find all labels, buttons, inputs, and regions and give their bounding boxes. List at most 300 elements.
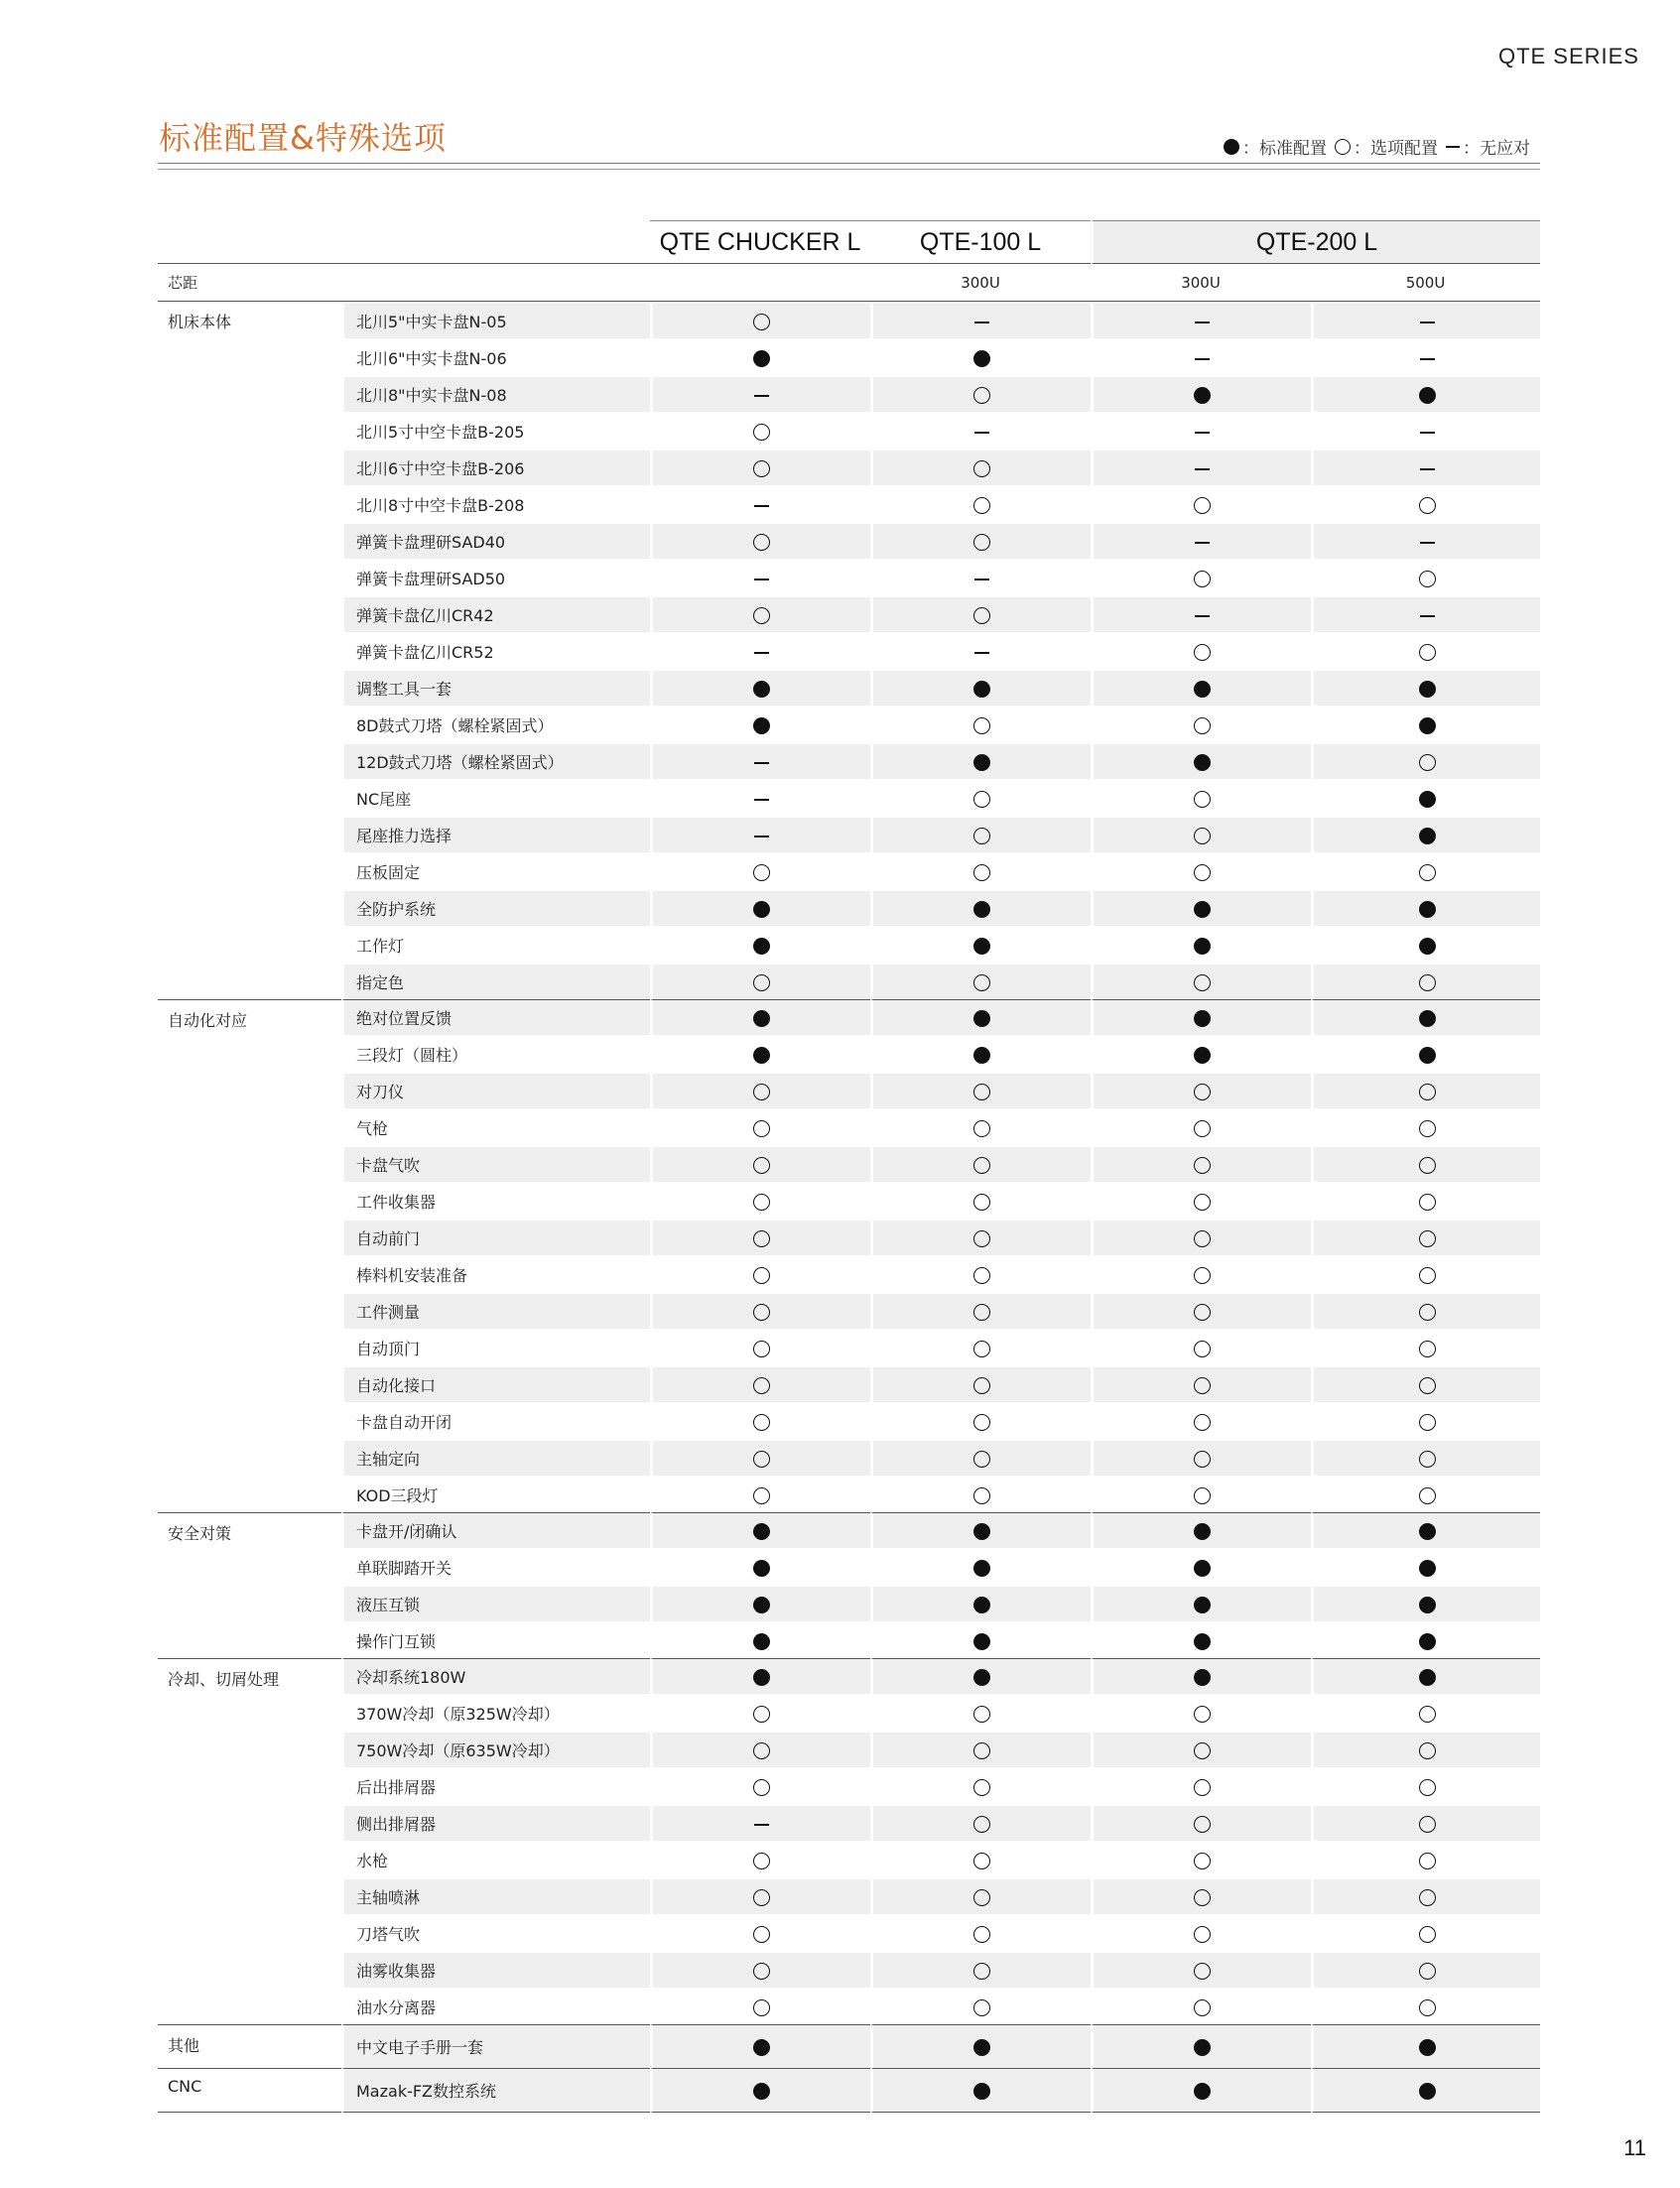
page-title: 标准配置&特殊选项 <box>159 119 447 157</box>
availability-cell <box>1311 1035 1540 1072</box>
option-circle-icon <box>1194 1779 1211 1796</box>
standard-dot-icon <box>1194 2083 1211 2100</box>
standard-dot-icon <box>1194 1669 1211 1686</box>
availability-cell <box>1311 779 1540 816</box>
table-row <box>158 449 1540 485</box>
table-row <box>158 1072 1540 1108</box>
spec-table <box>158 220 1540 2113</box>
feature-name: 北川8"中实卡盘N-08 <box>341 375 650 412</box>
availability-cell <box>1091 1841 1311 1877</box>
standard-dot-icon <box>1419 828 1436 844</box>
availability-cell <box>1091 1145 1311 1182</box>
availability-cell <box>870 1035 1091 1072</box>
availability-cell <box>650 1804 870 1841</box>
not-available-dash-icon <box>1195 615 1210 617</box>
option-circle-icon <box>753 1120 770 1137</box>
option-circle-icon <box>973 1926 990 1943</box>
standard-dot-icon <box>753 350 770 367</box>
model-qte100: QTE-100 L <box>870 220 1091 264</box>
feature-name: 侧出排屑器 <box>341 1804 650 1841</box>
availability-cell <box>870 1767 1091 1804</box>
not-available-dash-icon <box>754 395 769 397</box>
option-circle-icon <box>753 1267 770 1284</box>
table-row <box>158 338 1540 375</box>
option-circle-icon <box>753 1194 770 1211</box>
availability-cell <box>870 1841 1091 1877</box>
availability-cell <box>1091 779 1311 816</box>
availability-cell <box>1311 926 1540 963</box>
option-circle-icon <box>753 607 770 624</box>
standard-dot-icon <box>1194 387 1211 404</box>
availability-cell <box>1311 1476 1540 1512</box>
option-circle-icon <box>1194 1194 1211 1211</box>
availability-cell <box>1091 1072 1311 1108</box>
sub-value: 300U <box>870 264 1091 302</box>
table-row <box>158 1841 1540 1877</box>
standard-dot-icon <box>1419 717 1436 734</box>
availability-cell <box>1311 1658 1540 1694</box>
category-label: 安全对策 <box>158 1512 341 1658</box>
availability-cell <box>650 1767 870 1804</box>
availability-cell <box>870 1402 1091 1439</box>
standard-dot-icon <box>1194 1597 1211 1613</box>
not-available-dash-icon <box>1420 432 1435 434</box>
option-circle-icon <box>1419 1341 1436 1357</box>
sub-value: 500U <box>1311 264 1540 302</box>
standard-dot-icon <box>1419 1669 1436 1686</box>
center-distance-row <box>158 264 1540 302</box>
standard-dot-icon <box>753 901 770 918</box>
availability-cell <box>870 1329 1091 1365</box>
standard-dot-icon <box>1419 1010 1436 1027</box>
availability-cell <box>870 889 1091 926</box>
option-circle-icon <box>753 974 770 991</box>
table-row <box>158 1255 1540 1292</box>
availability-cell <box>1311 595 1540 632</box>
not-available-dash-icon <box>754 799 769 801</box>
table-row <box>158 669 1540 706</box>
availability-cell <box>1091 1365 1311 1402</box>
option-circle-icon <box>753 1999 770 2016</box>
table-row <box>158 595 1540 632</box>
availability-cell <box>650 522 870 559</box>
option-circle-icon <box>1419 1377 1436 1394</box>
availability-cell <box>870 1988 1091 2024</box>
availability-cell <box>1091 302 1311 338</box>
sub-blank <box>341 264 650 302</box>
availability-cell <box>870 742 1091 779</box>
feature-name: 刀塔气吹 <box>341 1914 650 1951</box>
availability-cell <box>870 1804 1091 1841</box>
sub-value <box>650 264 870 302</box>
standard-dot-icon <box>1419 1633 1436 1650</box>
availability-cell <box>1311 1585 1540 1621</box>
standard-dot-icon <box>1419 2039 1436 2056</box>
option-circle-icon <box>1194 497 1211 514</box>
availability-cell <box>870 706 1091 742</box>
table-row <box>158 1767 1540 1804</box>
feature-name: 调整工具一套 <box>341 669 650 706</box>
availability-cell <box>650 375 870 412</box>
availability-cell <box>650 302 870 338</box>
feature-name: 主轴喷淋 <box>341 1877 650 1914</box>
availability-cell <box>650 1585 870 1621</box>
option-circle-icon <box>753 1889 770 1906</box>
availability-cell <box>1091 1694 1311 1731</box>
legend-none-label: ：无应对 <box>1463 139 1530 159</box>
availability-cell <box>870 1951 1091 1988</box>
legend <box>1224 134 1538 159</box>
availability-cell <box>1091 2024 1311 2068</box>
availability-cell <box>870 1585 1091 1621</box>
availability-cell <box>870 779 1091 816</box>
standard-dot-icon <box>1194 1047 1211 1064</box>
availability-cell <box>1091 485 1311 522</box>
availability-cell <box>650 632 870 669</box>
standard-dot-icon <box>1419 901 1436 918</box>
availability-cell <box>1091 889 1311 926</box>
feature-name: 北川6寸中空卡盘B-206 <box>341 449 650 485</box>
standard-dot-icon <box>973 1633 990 1650</box>
category-label: 机床本体 <box>168 313 232 331</box>
standard-dot-icon <box>973 901 990 918</box>
availability-cell <box>870 338 1091 375</box>
option-circle-icon <box>1419 1889 1436 1906</box>
option-circle-icon <box>973 1779 990 1796</box>
option-circle-icon <box>973 828 990 844</box>
availability-cell <box>650 1476 870 1512</box>
option-circle-icon <box>973 1487 990 1504</box>
standard-dot-icon <box>973 1597 990 1613</box>
option-circle-icon <box>1194 1926 1211 1943</box>
feature-name: 8D鼓式刀塔（螺栓紧固式） <box>341 706 650 742</box>
standard-dot-icon <box>1419 2083 1436 2100</box>
header-blank <box>341 220 650 264</box>
availability-cell <box>870 1621 1091 1658</box>
option-circle-icon <box>1194 1451 1211 1468</box>
availability-cell <box>1091 522 1311 559</box>
table-row <box>158 302 1540 338</box>
feature-name: 工件收集器 <box>341 1182 650 1219</box>
series-label: QTE SERIES <box>1497 44 1639 68</box>
option-circle-icon <box>1194 1706 1211 1723</box>
feature-name: 自动前门 <box>341 1219 650 1255</box>
table-row <box>158 852 1540 889</box>
availability-cell <box>1311 999 1540 1035</box>
feature-name: 自动化接口 <box>341 1365 650 1402</box>
table-row <box>158 1877 1540 1914</box>
standard-dot-icon <box>1419 1597 1436 1613</box>
table-row <box>158 632 1540 669</box>
option-circle-icon <box>973 1963 990 1980</box>
availability-cell <box>1311 1731 1540 1767</box>
feature-name: 全防护系统 <box>341 889 650 926</box>
availability-cell <box>1091 1402 1311 1439</box>
option-circle-icon <box>973 460 990 477</box>
availability-cell <box>1091 816 1311 852</box>
option-circle-icon <box>973 1451 990 1468</box>
feature-name: 指定色 <box>341 963 650 999</box>
availability-cell <box>870 559 1091 595</box>
table-row <box>158 2068 1540 2113</box>
table-row <box>158 1585 1540 1621</box>
page-number: 11 <box>1623 2135 1646 2160</box>
not-available-dash-icon <box>754 579 769 580</box>
category-label: 冷却、切屑处理 <box>158 1658 341 2024</box>
option-circle-icon <box>1194 717 1211 734</box>
option-circle-icon <box>973 1706 990 1723</box>
availability-cell <box>650 1951 870 1988</box>
standard-dot-icon <box>1194 1010 1211 1027</box>
availability-cell <box>1311 1182 1540 1219</box>
standard-dot-icon <box>753 1597 770 1613</box>
availability-cell <box>1091 412 1311 449</box>
option-circle-icon <box>753 1853 770 1869</box>
availability-cell <box>650 742 870 779</box>
not-available-dash-icon <box>1420 615 1435 617</box>
availability-cell <box>870 1731 1091 1767</box>
availability-cell <box>1091 1219 1311 1255</box>
standard-dot-icon <box>973 1523 990 1540</box>
table-row <box>158 1988 1540 2024</box>
feature-name: 北川5寸中空卡盘B-205 <box>341 412 650 449</box>
table-row <box>158 1476 1540 1512</box>
center-distance-label: 芯距 <box>158 264 341 302</box>
standard-dot-icon <box>1419 1560 1436 1577</box>
availability-cell <box>1091 1951 1311 1988</box>
feature-name: 气枪 <box>341 1108 650 1145</box>
availability-cell <box>1091 1988 1311 2024</box>
table-row <box>158 706 1540 742</box>
availability-cell <box>1311 302 1540 338</box>
availability-cell <box>870 1548 1091 1585</box>
feature-name: 北川6"中实卡盘N-06 <box>341 338 650 375</box>
availability-cell <box>1091 1476 1311 1512</box>
availability-cell <box>870 449 1091 485</box>
standard-dot-icon <box>1419 1047 1436 1064</box>
table-row <box>158 2024 1540 2068</box>
availability-cell <box>1091 1585 1311 1621</box>
standard-dot-icon <box>753 1560 770 1577</box>
availability-cell <box>870 302 1091 338</box>
availability-cell <box>870 1512 1091 1548</box>
feature-name: 水枪 <box>341 1841 650 1877</box>
availability-cell <box>1091 1621 1311 1658</box>
table-row <box>158 559 1540 595</box>
availability-cell <box>1091 1548 1311 1585</box>
availability-cell <box>650 1035 870 1072</box>
availability-cell <box>870 522 1091 559</box>
availability-cell <box>1311 742 1540 779</box>
availability-cell <box>1311 669 1540 706</box>
sub-value: 300U <box>1091 264 1311 302</box>
availability-cell <box>650 1877 870 1914</box>
feature-name: 工作灯 <box>341 926 650 963</box>
feature-name: 卡盘开/闭确认 <box>341 1512 650 1548</box>
availability-cell <box>870 1108 1091 1145</box>
option-circle-icon <box>1194 828 1211 844</box>
availability-cell <box>1311 1841 1540 1877</box>
feature-name: 弹簧卡盘理研SAD40 <box>341 522 650 559</box>
feature-name: 对刀仪 <box>341 1072 650 1108</box>
availability-cell <box>1091 1292 1311 1329</box>
availability-cell <box>870 1365 1091 1402</box>
availability-cell <box>870 926 1091 963</box>
table-row <box>158 1694 1540 1731</box>
table-row <box>158 1914 1540 1951</box>
availability-cell <box>1311 1804 1540 1841</box>
not-available-dash-icon <box>754 836 769 837</box>
category-label: 其他 <box>158 2024 341 2068</box>
table-row <box>158 1219 1540 1255</box>
availability-cell <box>1091 1108 1311 1145</box>
availability-cell <box>650 1694 870 1731</box>
table-row <box>158 1658 1540 1694</box>
availability-cell <box>650 449 870 485</box>
availability-cell <box>1311 1145 1540 1182</box>
feature-name: 中文电子手册一套 <box>341 2024 650 2068</box>
not-available-dash-icon <box>974 432 989 434</box>
model-qte200: QTE-200 L <box>1091 220 1540 264</box>
not-available-dash-icon <box>754 652 769 654</box>
availability-cell <box>870 999 1091 1035</box>
not-available-dash-icon <box>754 1824 769 1826</box>
option-circle-icon <box>1419 644 1436 661</box>
availability-cell <box>870 485 1091 522</box>
table-row <box>158 1951 1540 1988</box>
option-circle-icon <box>973 974 990 991</box>
option-circle-icon <box>753 314 770 330</box>
option-circle-icon <box>973 1157 990 1174</box>
option-circle-icon <box>973 1999 990 2016</box>
option-circle-icon <box>973 1230 990 1247</box>
availability-cell <box>650 1988 870 2024</box>
not-available-dash-icon <box>1420 542 1435 544</box>
standard-dot-icon <box>1194 1560 1211 1577</box>
availability-cell <box>1311 1219 1540 1255</box>
option-circle-icon <box>1419 1779 1436 1796</box>
availability-cell <box>650 1402 870 1439</box>
availability-cell <box>1311 449 1540 485</box>
availability-cell <box>1311 1108 1540 1145</box>
standard-dot-icon <box>1194 681 1211 698</box>
feature-name: 压板固定 <box>341 852 650 889</box>
option-circle-icon <box>1194 1816 1211 1833</box>
option-circle-icon <box>973 1341 990 1357</box>
availability-cell <box>650 1365 870 1402</box>
standard-dot-icon <box>973 1010 990 1027</box>
availability-cell <box>650 1439 870 1476</box>
table-row <box>158 926 1540 963</box>
availability-cell <box>1311 1548 1540 1585</box>
option-circle-icon <box>753 424 770 441</box>
standard-dot-icon <box>973 1669 990 1686</box>
feature-name: 绝对位置反馈 <box>341 999 650 1035</box>
option-circle-icon <box>753 1779 770 1796</box>
availability-cell <box>650 1145 870 1182</box>
option-circle-icon <box>753 1451 770 1468</box>
availability-cell <box>1091 1182 1311 1219</box>
feature-name: 弹簧卡盘亿川CR42 <box>341 595 650 632</box>
feature-name: 750W冷却（原635W冷却） <box>341 1731 650 1767</box>
option-circle-icon <box>753 1414 770 1431</box>
option-circle-icon <box>753 864 770 881</box>
table-row <box>158 1402 1540 1439</box>
availability-cell <box>650 926 870 963</box>
feature-name: Mazak-FZ数控系统 <box>341 2068 650 2113</box>
not-available-dash-icon <box>1195 432 1210 434</box>
feature-name: 工件测量 <box>341 1292 650 1329</box>
standard-dot-icon <box>1194 1633 1211 1650</box>
availability-cell <box>1091 2068 1311 2113</box>
availability-cell <box>1311 1877 1540 1914</box>
spec-body <box>158 302 1540 2113</box>
option-circle-icon <box>753 1963 770 1980</box>
option-circle-icon <box>753 1157 770 1174</box>
availability-cell <box>650 963 870 999</box>
availability-cell <box>870 963 1091 999</box>
option-circle-icon <box>753 1084 770 1100</box>
option-circle-icon <box>973 717 990 734</box>
availability-cell <box>870 1476 1091 1512</box>
availability-cell <box>1311 2024 1540 2068</box>
availability-cell <box>1311 1951 1540 1988</box>
availability-cell <box>1311 963 1540 999</box>
standard-dot-icon <box>973 2083 990 2100</box>
feature-name: 尾座推力选择 <box>341 816 650 852</box>
option-circle-icon <box>753 1742 770 1759</box>
not-available-dash-icon <box>1420 358 1435 360</box>
not-available-dash-icon <box>974 579 989 580</box>
standard-dot-icon <box>1419 681 1436 698</box>
standard-dot-icon <box>753 2039 770 2056</box>
option-circle-icon <box>1335 139 1351 155</box>
option-circle-icon <box>1194 974 1211 991</box>
standard-dot-icon <box>1194 901 1211 918</box>
option-circle-icon <box>973 534 990 551</box>
option-circle-icon <box>1419 1194 1436 1211</box>
availability-cell <box>1311 889 1540 926</box>
availability-cell <box>1311 375 1540 412</box>
availability-cell <box>1311 338 1540 375</box>
availability-cell <box>1311 1255 1540 1292</box>
feature-name: 卡盘自动开闭 <box>341 1402 650 1439</box>
standard-dot-icon <box>973 350 990 367</box>
option-circle-icon <box>1419 1451 1436 1468</box>
availability-cell <box>1091 1035 1311 1072</box>
feature-name: 后出排屑器 <box>341 1767 650 1804</box>
category-label: CNC <box>158 2068 341 2113</box>
availability-cell <box>650 1182 870 1219</box>
availability-cell <box>1091 1658 1311 1694</box>
table-row <box>158 1365 1540 1402</box>
option-circle-icon <box>1194 791 1211 808</box>
model-chucker: QTE CHUCKER L <box>650 220 870 264</box>
option-circle-icon <box>973 1120 990 1137</box>
table-row <box>158 889 1540 926</box>
option-circle-icon <box>973 1084 990 1100</box>
option-circle-icon <box>973 497 990 514</box>
not-available-dash-icon <box>1195 468 1210 470</box>
availability-cell <box>650 1072 870 1108</box>
table-row <box>158 485 1540 522</box>
option-circle-icon <box>1194 644 1211 661</box>
standard-dot-icon <box>753 938 770 955</box>
option-circle-icon <box>1419 1706 1436 1723</box>
availability-cell <box>650 1292 870 1329</box>
availability-cell <box>870 1439 1091 1476</box>
option-circle-icon <box>1419 1414 1436 1431</box>
